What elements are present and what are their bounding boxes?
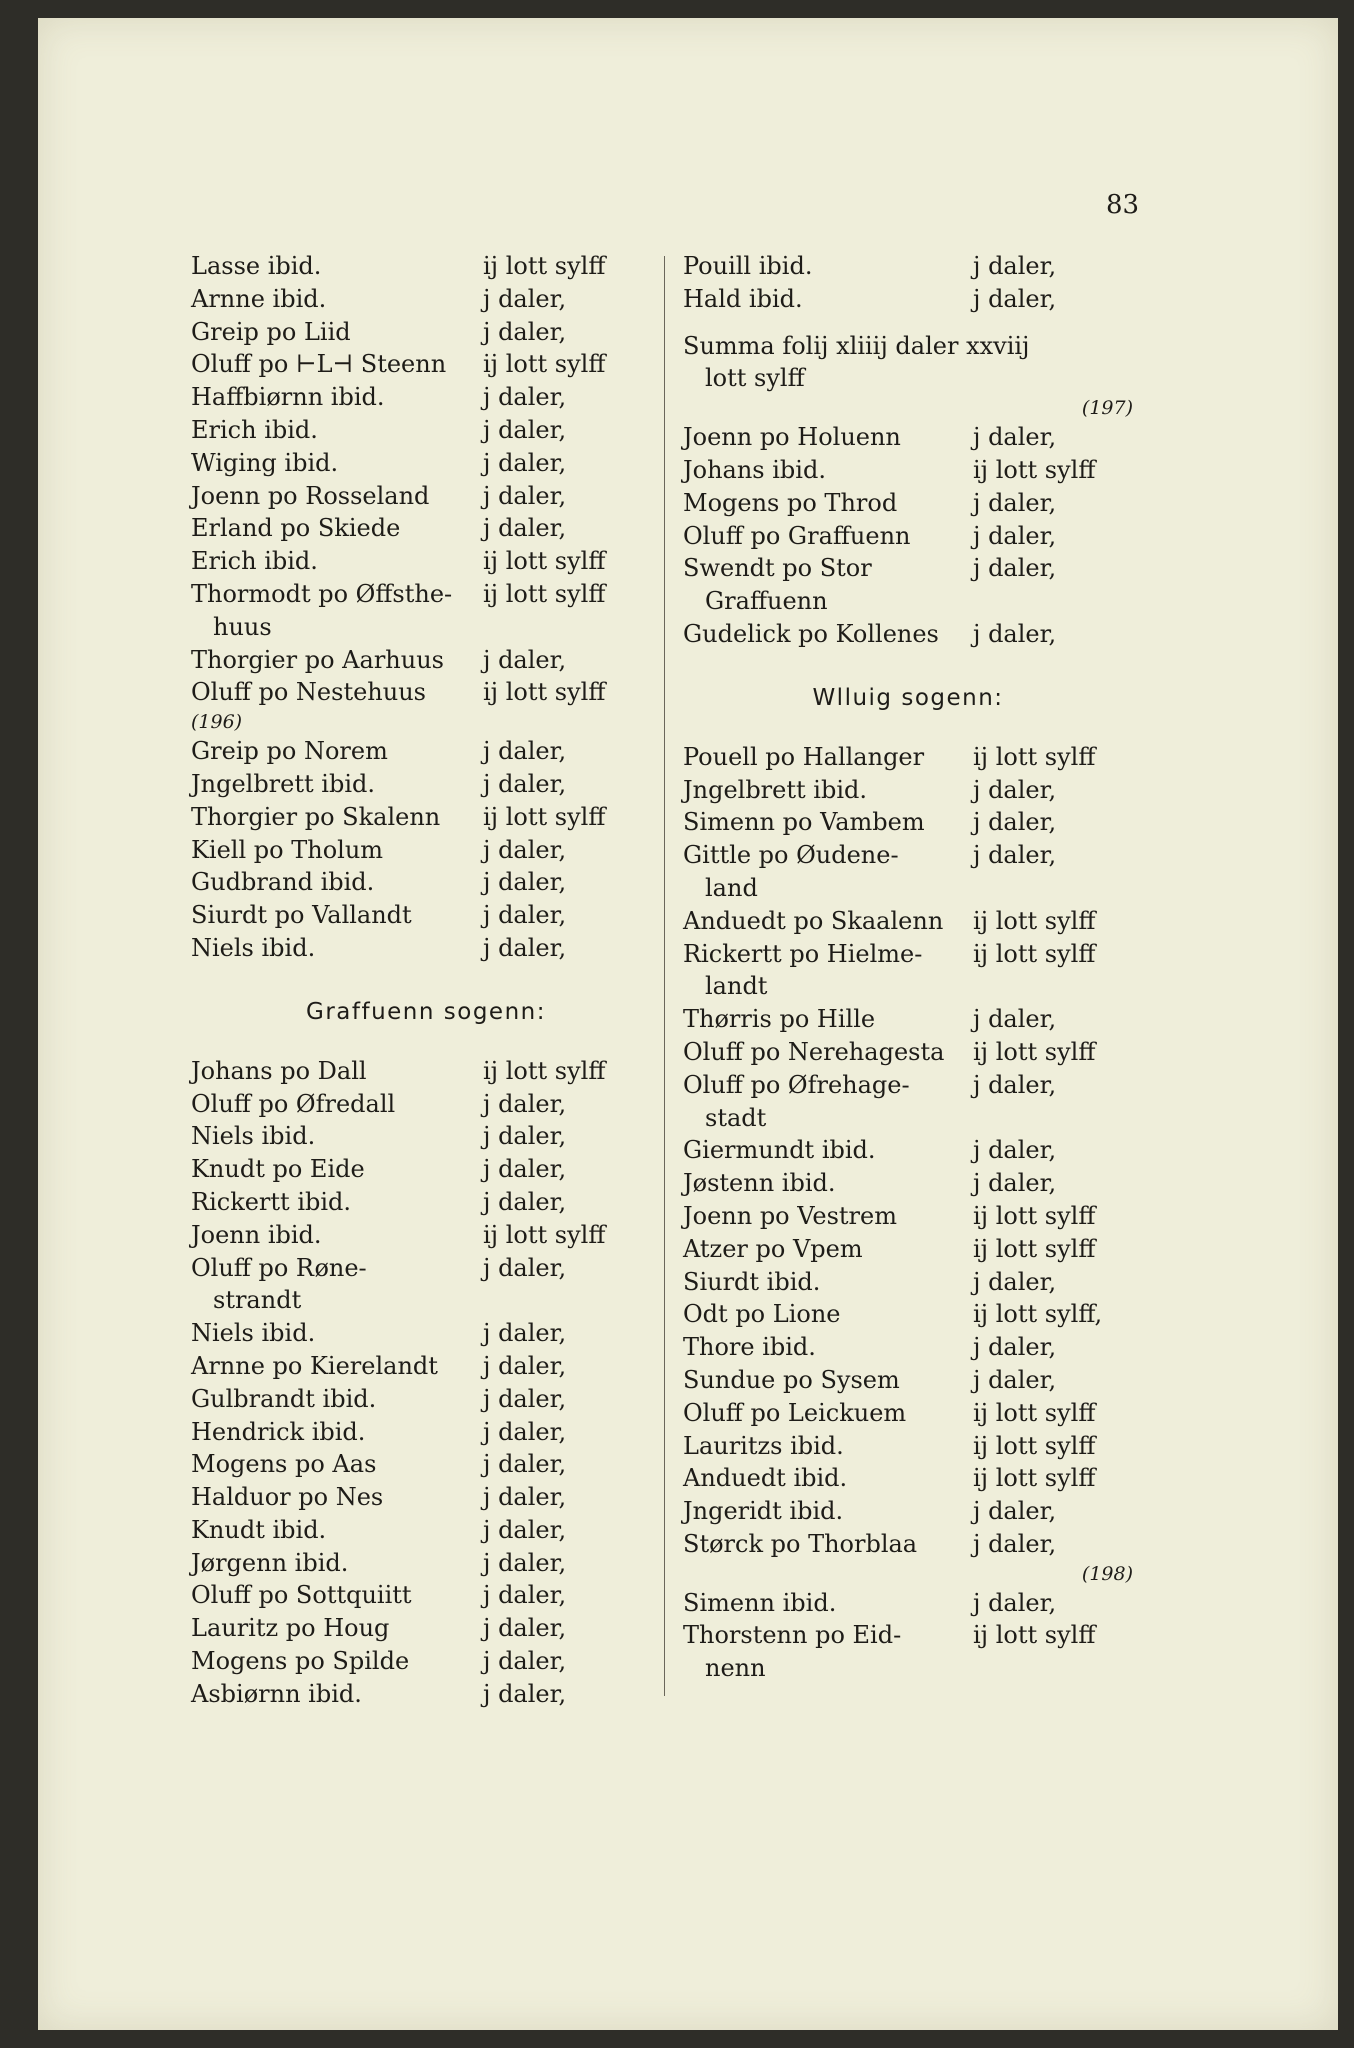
column-divider (664, 256, 665, 1696)
entry-name: Gudbrand ibid. (191, 868, 375, 897)
entry-amount: j daler, (973, 423, 1057, 452)
list-item (191, 1317, 661, 1350)
list-item (191, 1514, 661, 1547)
entry-name: Rickertt po Hielme- (683, 939, 923, 968)
entry-name: Jngelbrett ibid. (683, 775, 867, 804)
list-item (191, 1219, 661, 1252)
list-item (683, 250, 1133, 283)
entry-amount: j daler, (973, 808, 1057, 837)
summa-line-continued: lott sylff (705, 364, 805, 393)
entry-amount: j daler, (483, 1351, 567, 1380)
entry-name: Joenn po Holuenn (683, 423, 901, 452)
list-item (683, 1167, 1133, 1200)
entry-name: Erich ibid. (191, 415, 318, 444)
entry-name: Joenn po Vestrem (683, 1201, 897, 1230)
entry-name: Thørris po Hille (683, 1005, 876, 1034)
entry-name: Oluff po Øfrehage- (683, 1070, 910, 1099)
list-item (191, 283, 661, 316)
list-item (683, 1069, 1133, 1102)
entry-list (683, 1587, 1133, 1685)
list-item (683, 421, 1133, 454)
entry-name: Thorgier po Skalenn (191, 802, 441, 831)
entry-name: Oluff po Nerehagesta (683, 1037, 945, 1066)
entry-amount: j daler, (483, 901, 567, 930)
entry-name: Thormodt po Øffsthe- (191, 579, 453, 608)
entry-amount: j daler, (483, 1614, 567, 1643)
entry-amount: ij lott sylff (973, 1464, 1096, 1493)
list-item (683, 839, 1133, 872)
entry-name: Oluff po Røne- (191, 1253, 367, 1282)
entry-name: Anduedt ibid. (683, 1464, 848, 1493)
entry-amount: j daler, (973, 554, 1057, 583)
list-item (683, 1528, 1133, 1561)
entry-name: Niels ibid. (191, 1319, 316, 1348)
list-item (683, 1003, 1133, 1036)
entry-name: Arnne po Kierelandt (191, 1351, 438, 1380)
entry-amount: j daler, (483, 1384, 567, 1413)
list-item (191, 1448, 661, 1481)
entry-amount: j daler, (483, 514, 567, 543)
entry-name: Mogens po Spilde (191, 1647, 410, 1676)
list-item (191, 414, 661, 447)
entry-name-continued: huus (213, 612, 272, 641)
entry-name: Kiell po Tholum (191, 835, 384, 864)
list-item (191, 1088, 661, 1121)
entry-name: Halduor po Nes (191, 1483, 384, 1512)
entry-name: Mogens po Aas (191, 1450, 377, 1479)
entry-amount: ij lott sylff (973, 906, 1096, 935)
entry-amount: ij lott sylff (973, 1234, 1096, 1263)
entry-amount: j daler, (483, 737, 567, 766)
entry-amount: j daler, (973, 284, 1057, 313)
entry-amount: j daler, (483, 1122, 567, 1151)
list-item (191, 578, 661, 611)
list-item (191, 899, 661, 932)
entry-amount: j daler, (483, 1417, 567, 1446)
entry-name: Jørgenn ibid. (191, 1548, 349, 1577)
entry-name: Siurdt po Vallandt (191, 901, 412, 930)
entry-amount: j daler, (483, 1647, 567, 1676)
entry-name-continued: nenn (705, 1654, 766, 1683)
entry-name: Jngeridt ibid. (683, 1497, 844, 1526)
entry-name: Niels ibid. (191, 933, 316, 962)
entry-amount: ij lott sylff (973, 1621, 1096, 1650)
entry-amount: j daler, (483, 1319, 567, 1348)
right-column (683, 250, 1133, 1685)
entry-amount: j daler, (973, 1588, 1057, 1617)
list-item (191, 1645, 661, 1678)
entry-amount: j daler, (973, 252, 1057, 280)
list-item (191, 1579, 661, 1612)
list-item (191, 1252, 661, 1285)
list-item (191, 480, 661, 513)
list-item (683, 1495, 1133, 1528)
entry-amount: j daler, (973, 775, 1057, 804)
page-number: 83 (1106, 190, 1140, 220)
entry-name: Simenn po Vambem (683, 808, 925, 837)
entry-amount: j daler, (973, 488, 1057, 517)
list-item (191, 1350, 661, 1383)
entry-name: Siurdt ibid. (683, 1267, 821, 1296)
list-item (191, 250, 661, 283)
entry-amount: j daler, (483, 1679, 567, 1708)
list-item (191, 381, 661, 414)
spacer (683, 316, 1133, 330)
section-heading: Graffuenn sogenn: (306, 998, 546, 1025)
entry-name: Thorstenn po Eid- (683, 1621, 902, 1650)
list-item (191, 316, 661, 349)
list-item (683, 1331, 1133, 1364)
list-item (191, 735, 661, 768)
entry-amount: j daler, (483, 1548, 567, 1577)
entry-name: Knudt po Eide (191, 1155, 365, 1184)
entry-amount: ij lott sylff (483, 1220, 606, 1249)
page-reference: (198) (1081, 1562, 1133, 1585)
entry-name: Giermundt ibid. (683, 1136, 876, 1165)
list-item (191, 1678, 661, 1711)
entry-name: Haffbiørnn ibid. (191, 383, 385, 412)
list-item (683, 1200, 1133, 1233)
entry-amount: j daler, (483, 481, 567, 510)
entry-amount: j daler, (483, 1187, 567, 1216)
list-item (191, 676, 661, 709)
list-item (191, 1186, 661, 1219)
entry-amount: ij lott sylff (973, 1431, 1096, 1460)
entry-name: Mogens po Throd (683, 488, 898, 517)
entry-amount: j daler, (483, 1515, 567, 1544)
entry-list (683, 421, 1133, 651)
entry-amount: j daler, (483, 835, 567, 864)
entry-amount: j daler, (973, 1267, 1057, 1296)
entry-amount: ij lott sylff (483, 547, 606, 576)
list-item (191, 348, 661, 381)
list-item (191, 1416, 661, 1449)
entry-amount: ij lott sylff (973, 939, 1096, 968)
entry-name: Hendrick ibid. (191, 1417, 366, 1446)
entry-name: Lasse ibid. (191, 252, 322, 280)
summa-line: Summa folij xliiij daler xxviij (683, 331, 1030, 360)
entry-amount: j daler, (483, 868, 567, 897)
list-item (191, 834, 661, 867)
entry-amount: ij lott sylff (973, 742, 1096, 771)
entry-name: Anduedt po Skaalenn (683, 906, 944, 935)
entry-amount: j daler, (483, 1253, 567, 1282)
list-item (683, 774, 1133, 807)
list-item (191, 1120, 661, 1153)
entry-name: Joenn po Rosseland (191, 481, 430, 510)
entry-amount: j daler, (973, 841, 1057, 870)
entry-amount: ij lott sylff (973, 455, 1096, 484)
list-item (683, 806, 1133, 839)
entry-name: Gudelick po Kollenes (683, 619, 939, 648)
entry-name: Gulbrandt ibid. (191, 1384, 377, 1413)
page-reference: (197) (1081, 397, 1133, 420)
entry-amount: ij lott sylff (483, 1056, 606, 1085)
entry-name: Niels ibid. (191, 1122, 316, 1151)
list-item (683, 1364, 1133, 1397)
entry-amount: ij lott sylff (483, 350, 606, 379)
entry-amount: j daler, (483, 383, 567, 412)
entry-amount: j daler, (483, 1155, 567, 1184)
entry-name: Swendt po Stor (683, 554, 872, 583)
entry-name: Gittle po Øudene- (683, 841, 899, 870)
list-item (191, 1481, 661, 1514)
entry-name: Thorgier po Aarhuus (191, 645, 444, 674)
entry-name: Størck po Thorblaa (683, 1529, 918, 1558)
entry-amount: j daler, (483, 1483, 567, 1512)
entry-name: Rickertt ibid. (191, 1187, 352, 1216)
entry-amount: j daler, (973, 1005, 1057, 1034)
entry-name: Odt po Lione (683, 1300, 841, 1329)
entry-name: Simenn ibid. (683, 1588, 837, 1617)
entry-amount: j daler, (483, 1581, 567, 1610)
entry-name: Jngelbrett ibid. (191, 769, 375, 798)
entry-name: Pouell po Hallanger (683, 742, 925, 771)
list-item (191, 801, 661, 834)
entry-name: Joenn ibid. (191, 1220, 322, 1249)
entry-name: Asbiørnn ibid. (191, 1679, 362, 1708)
entry-name: Hald ibid. (683, 284, 803, 313)
entry-amount: ij lott sylff (483, 579, 606, 608)
entry-amount: j daler, (973, 1136, 1057, 1165)
entry-amount: ij lott sylff (483, 678, 606, 707)
entry-name: Oluff po ⊢L⊣ Steenn (191, 350, 447, 379)
list-item (683, 1134, 1133, 1167)
entry-amount: j daler, (973, 1169, 1057, 1198)
entry-list (191, 250, 661, 709)
list-item (191, 545, 661, 578)
list-item (191, 768, 661, 801)
entry-amount: j daler, (973, 1365, 1057, 1394)
list-item (683, 1619, 1133, 1652)
entry-name: Greip po Liid (191, 317, 351, 346)
entry-name: Erich ibid. (191, 547, 318, 576)
entry-name: Lauritz po Houg (191, 1614, 390, 1643)
list-item (683, 454, 1133, 487)
entry-name: Atzer po Vpem (683, 1234, 863, 1263)
entry-name: Oluff po Sottquiitt (191, 1581, 412, 1610)
entry-amount: j daler, (483, 769, 567, 798)
entry-name-continued: strandt (213, 1286, 302, 1315)
entry-name: Johans po Dall (191, 1056, 367, 1085)
entry-name-continued: Graffuenn (705, 587, 828, 616)
entry-amount: j daler, (483, 448, 567, 477)
left-column (191, 250, 661, 1711)
list-item (683, 520, 1133, 553)
entry-name: Oluff po Leickuem (683, 1398, 907, 1427)
list-item (683, 1298, 1133, 1331)
entry-list (191, 735, 661, 965)
entry-amount: ij lott sylff (973, 1398, 1096, 1427)
entry-name-continued: stadt (705, 1103, 767, 1132)
entry-amount: j daler, (973, 521, 1057, 550)
entry-name: Arnne ibid. (191, 284, 327, 313)
list-item (191, 1055, 661, 1088)
section-heading: Wlluig sogenn: (812, 684, 1004, 711)
list-item (683, 1266, 1133, 1299)
list-item (683, 1233, 1133, 1266)
list-item (683, 1462, 1133, 1495)
entry-amount: j daler, (973, 1333, 1057, 1362)
entry-amount: j daler, (483, 1450, 567, 1479)
entry-amount: j daler, (483, 284, 567, 313)
entry-name: Erland po Skiede (191, 514, 401, 543)
entry-name: Knudt ibid. (191, 1515, 327, 1544)
entry-amount: ij lott sylff (483, 802, 606, 831)
entry-amount: ij lott sylff, (973, 1300, 1103, 1329)
entry-name: Wiging ibid. (191, 448, 339, 477)
list-item (191, 1383, 661, 1416)
entry-name: Johans ibid. (683, 455, 826, 484)
list-item (191, 866, 661, 899)
entry-name-continued: land (705, 873, 758, 902)
entry-amount: ij lott sylff (973, 1201, 1096, 1230)
entry-list (191, 1055, 661, 1711)
list-item (683, 1587, 1133, 1620)
entry-name: Greip po Norem (191, 737, 388, 766)
list-item (191, 1547, 661, 1580)
entry-list (683, 741, 1133, 1561)
list-item (683, 552, 1133, 585)
entry-name: Lauritzs ibid. (683, 1431, 844, 1460)
list-item (683, 741, 1133, 774)
entry-name: Oluff po Øfredall (191, 1089, 396, 1118)
list-item (191, 1153, 661, 1186)
page-reference: (196) (191, 711, 243, 734)
entry-amount: j daler, (483, 317, 567, 346)
list-item (683, 1397, 1133, 1430)
list-item (683, 905, 1133, 938)
entry-amount: ij lott sylff (973, 1037, 1096, 1066)
list-item (683, 1430, 1133, 1463)
entry-name: Sundue po Sysem (683, 1365, 900, 1394)
list-item (683, 487, 1133, 520)
list-item (683, 1036, 1133, 1069)
entry-amount: j daler, (483, 415, 567, 444)
entry-amount: j daler, (973, 1529, 1057, 1558)
list-item (683, 618, 1133, 651)
list-item (191, 447, 661, 480)
entry-name-continued: landt (705, 972, 768, 1001)
entry-amount: j daler, (973, 1497, 1057, 1526)
entry-amount: j daler, (483, 645, 567, 674)
entry-amount: j daler, (483, 933, 567, 962)
entry-name: Oluff po Graffuenn (683, 521, 911, 550)
list-item (191, 1612, 661, 1645)
entry-name: Pouill ibid. (683, 252, 813, 280)
entry-amount: j daler, (973, 619, 1057, 648)
entry-amount: ij lott sylff (483, 252, 606, 280)
entry-amount: j daler, (483, 1089, 567, 1118)
list-item (683, 283, 1133, 316)
list-item (683, 938, 1133, 971)
entry-list (683, 250, 1133, 316)
document-page (38, 18, 1338, 2030)
entry-name: Jøstenn ibid. (683, 1169, 836, 1198)
list-item (191, 512, 661, 545)
list-item (191, 932, 661, 965)
list-item (191, 644, 661, 677)
entry-amount: j daler, (973, 1070, 1057, 1099)
entry-name: Oluff po Nestehuus (191, 678, 426, 707)
entry-name: Thore ibid. (683, 1333, 816, 1362)
